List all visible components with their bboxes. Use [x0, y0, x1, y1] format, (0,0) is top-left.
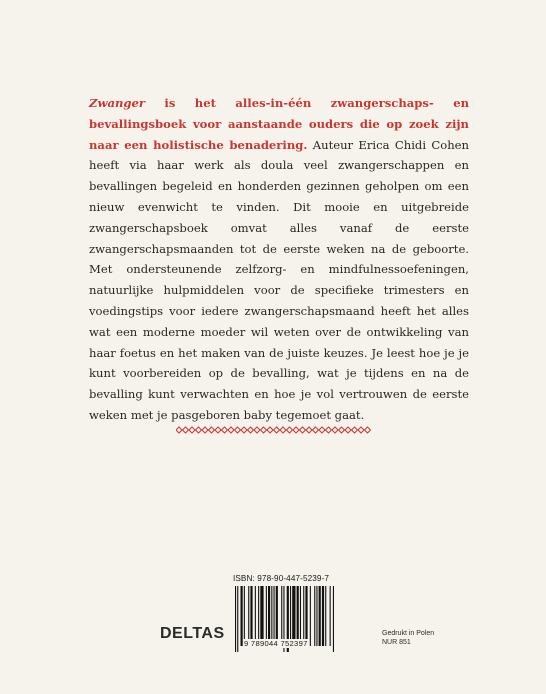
- chain-link: [326, 427, 332, 433]
- barcode-bar: [316, 586, 317, 646]
- barcode-bar: [274, 586, 275, 646]
- barcode-digits: 9 789044 752397: [244, 639, 308, 648]
- barcode-bar: [330, 586, 331, 646]
- barcode-bar: [244, 586, 245, 646]
- chain-link: [196, 427, 202, 433]
- barcode-bar: [281, 586, 282, 646]
- barcode-bar: [268, 586, 270, 646]
- chain-link: [189, 427, 195, 433]
- chain-link: [209, 427, 215, 433]
- chain-link: [332, 427, 338, 433]
- barcode-bar: [237, 586, 238, 652]
- chain-link: [267, 427, 273, 433]
- print-info: [382, 629, 434, 647]
- barcode-bar: [260, 586, 263, 646]
- barcode-bar: [303, 586, 304, 646]
- barcode-bar: [290, 586, 291, 646]
- chain-link: [280, 427, 286, 433]
- isbn-label: ISBN: 978-90-447-5239-7: [233, 574, 330, 583]
- barcode-bar: [250, 586, 252, 646]
- barcode-bar: [255, 586, 256, 646]
- chain-link: [319, 427, 325, 433]
- barcode-bar: [276, 586, 278, 646]
- barcode-bar: [292, 586, 295, 646]
- publisher-logo: DELTAS: [160, 625, 225, 642]
- barcode-bar: [266, 586, 267, 646]
- barcode-bar: [310, 586, 311, 646]
- barcode-bar: [300, 586, 301, 646]
- chain-link: [365, 427, 371, 433]
- blurb-body: Auteur Erica Chidi Cohen heeft via haar werk als doula veel zwangerschappen en bevallingen begeleid en honderden gezinnen geholpen om een nieuw evenwicht te vinden. Dit mooie en uitgebreide zwangerschapsboek omvat alles vanaf de eerste zwangerschapsmaanden tot de eerste weken na de geboorte. Met ondersteunende zelfzorg- en mindfulnessoefeningen, natuurlijke hulpmiddelen voor de specifieke trimesters en voedingstips voor iedere zwangerschapsmaand heeft het alles wat een moderne moeder wil weten over de ontwikkeling van haar foetus en het maken van de juiste keuzes. Je leest hoe je je kunt voorbereiden op de bevalling, wat je tijdens en na de bevalling kunt verwachten en hoe je vol vertrouwen de eerste weken met je pasgeboren baby tegemoet gaat.: [89, 137, 470, 422]
- chain-link: [261, 427, 267, 433]
- nur-code: NUR 851: [382, 639, 411, 646]
- chain-link: [287, 427, 293, 433]
- barcode-bar: [319, 586, 321, 646]
- chain-link: [235, 427, 241, 433]
- chain-link: [228, 427, 234, 433]
- chain-link: [248, 427, 254, 433]
- blurb-lead-text: is het alles-in-één zwangerschaps- en bevallingsboek voor aanstaande ouders die op zoek zijn naar een holistische benadering.: [89, 96, 469, 152]
- chain-link: [300, 427, 306, 433]
- chain-link: [222, 427, 228, 433]
- red-chain-divider-icon: [176, 425, 372, 435]
- barcode-block: [231, 573, 373, 652]
- chain-link: [306, 427, 312, 433]
- chain-link: [358, 427, 364, 433]
- barcode-bar: [297, 586, 299, 646]
- barcode-bar: [333, 586, 334, 652]
- back-cover-blurb: [89, 93, 469, 426]
- chain-link: [215, 427, 221, 433]
- barcode-bar: [241, 586, 243, 646]
- barcode-bar: [235, 586, 236, 652]
- barcode-bar: [322, 586, 324, 646]
- chain-link: [293, 427, 299, 433]
- barcode-bar: [271, 586, 272, 646]
- chain-link: [345, 427, 351, 433]
- chain-link: [176, 427, 182, 433]
- chain-link: [183, 427, 189, 433]
- chain-link: [352, 427, 358, 433]
- barcode-bar: [258, 586, 259, 646]
- chain-link: [339, 427, 345, 433]
- barcode-bar: [248, 586, 249, 646]
- printed-in-label: Gedrukt in Polen: [382, 630, 435, 637]
- book-title: Zwanger: [89, 96, 145, 110]
- chain-link: [274, 427, 280, 433]
- chain-link: [202, 427, 208, 433]
- barcode-bar: [305, 586, 307, 646]
- chain-link: [254, 427, 260, 433]
- chain-link: [241, 427, 247, 433]
- barcode-bar: [325, 586, 326, 646]
- barcode-bar: [314, 586, 315, 646]
- chain-link: [313, 427, 319, 433]
